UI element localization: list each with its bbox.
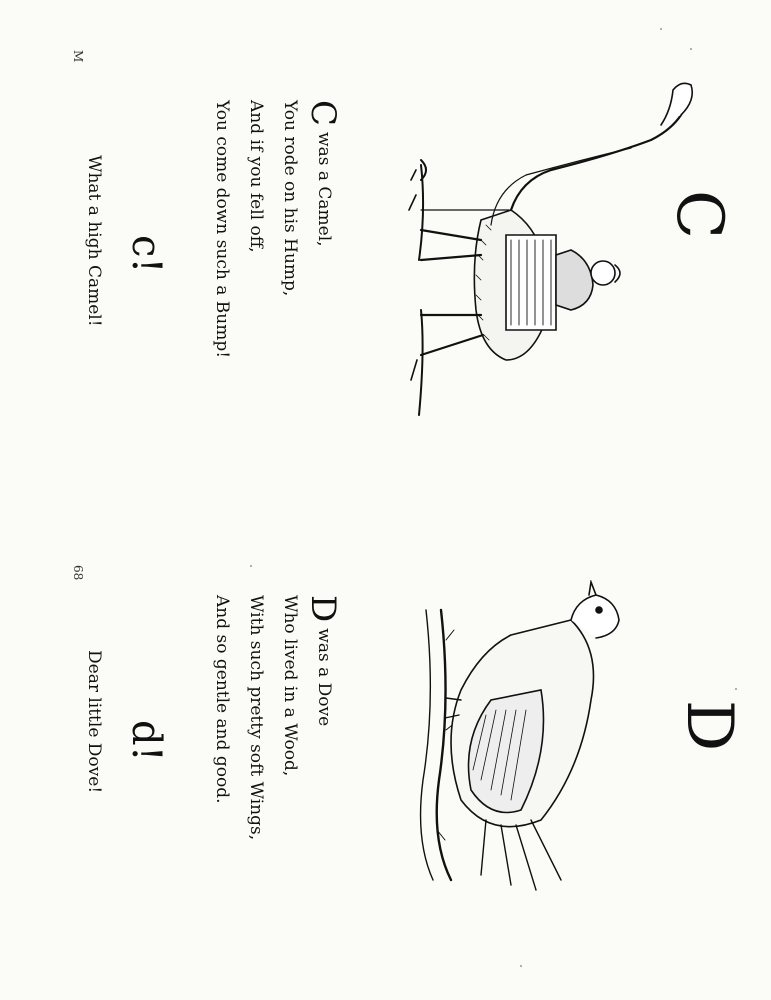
verse-initial-d: D — [303, 595, 343, 623]
verse-line: And if you fell off, — [246, 100, 266, 253]
big-letter-c: C — [662, 190, 736, 239]
dove-illustration — [371, 580, 651, 900]
verse-line: was a Camel, — [314, 132, 334, 247]
verse-line: Who lived in a Wood, — [280, 595, 300, 777]
verse-line: And so gentle and good. — [212, 595, 232, 804]
verse-line: With such pretty soft Wings, — [246, 595, 266, 841]
moral-c: What a high Camel! — [84, 155, 104, 327]
verse-c — [205, 100, 341, 460]
small-letter-d: d! — [123, 720, 169, 762]
page-number-c: M — [71, 50, 85, 63]
verse-initial-c: C — [303, 100, 343, 127]
verse-line: You rode on his Hump, — [280, 100, 300, 297]
big-letter-d: D — [672, 700, 746, 752]
camel-illustration — [391, 60, 721, 420]
verse-line: You come down such a Bump! — [212, 100, 232, 359]
page-number-d: 68 — [71, 565, 85, 581]
moral-d: Dear little Dove! — [84, 650, 104, 794]
small-letter-c: c! — [123, 235, 169, 274]
verse-line: was a Dove — [314, 628, 334, 727]
verse-d — [205, 595, 341, 995]
